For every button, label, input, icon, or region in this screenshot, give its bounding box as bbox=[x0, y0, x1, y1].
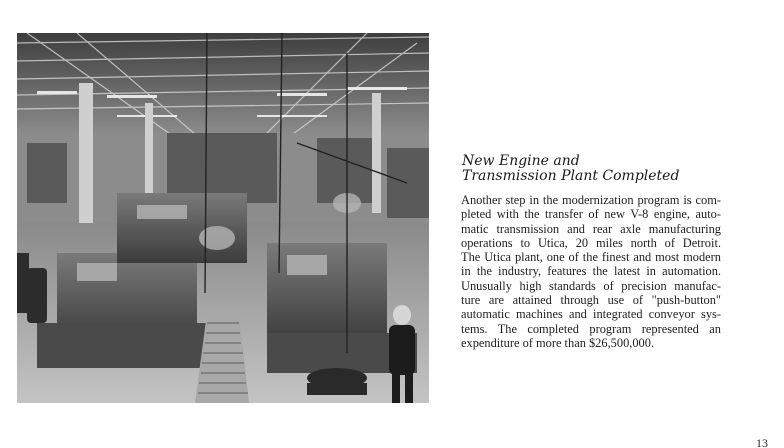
caption-body-line: matic transmission and rear axle manufacturing bbox=[461, 221, 721, 236]
factory-photo bbox=[17, 33, 429, 403]
caption-body-line: automatic machines and integrated conveyor sys- bbox=[461, 307, 721, 322]
caption-body-line: tems. The completed program represented an bbox=[461, 321, 721, 336]
caption-title-line: Transmission Plant Completed bbox=[462, 168, 680, 184]
page-number: 13 bbox=[756, 436, 768, 448]
caption-body-line: operations to Utica, 20 miles north of Detroit. bbox=[461, 235, 721, 250]
caption-body-line: in the industry, features the latest in automation. bbox=[461, 264, 721, 279]
caption-body-line: Unusually high standards of precision manufac- bbox=[461, 278, 721, 293]
caption-body-line: Another step in the modernization program is com- bbox=[461, 193, 721, 207]
factory-photo-illustration bbox=[17, 33, 429, 403]
caption-title-line: New Engine and bbox=[462, 153, 580, 169]
caption-body-line: expenditure of more than $26,500,000. bbox=[461, 335, 655, 350]
caption-title bbox=[462, 154, 762, 184]
caption-body bbox=[461, 193, 721, 350]
caption-body-line: ture are attained through use of "push-button" bbox=[461, 293, 721, 308]
caption-body-line: pleted with the transfer of new V-8 engine, auto- bbox=[461, 207, 721, 222]
caption-body-line: The Utica plant, one of the finest and most modern bbox=[461, 250, 721, 265]
